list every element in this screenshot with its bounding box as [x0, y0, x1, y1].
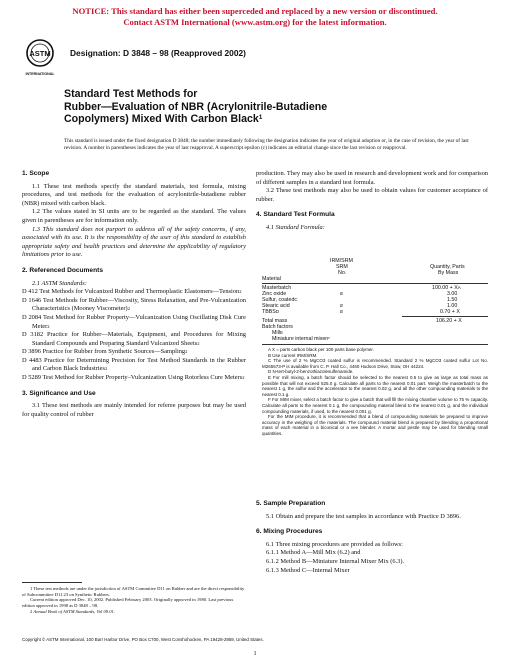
- table-note: For the MIM procedure, it is recommended that a blend of compounding materials be prepared to improve accuracy in the weighing of the materials. The compound material blend is prepared by blending a proportional mass of each material in a biconical or a vee blender. A mortar and pestle may be used for blending small quantities.: [262, 414, 488, 436]
- para-6-1-1: 6.1.1 Method A—Mill Mix (6.2) and: [266, 549, 361, 557]
- title-footnote-ref: 1: [258, 114, 263, 121]
- ref-d3182: D 3182 Practice for Rubber—Materials, Equipment, and Procedures for Mixing Standard Compounds and Preparing Standard Vulcanized Sheets$^2$: [22, 331, 246, 347]
- formula-table: [262, 258, 488, 358]
- table-batch-mim: Miniature internal mixer$^F$: [272, 336, 330, 342]
- table-total-label: Total mass: [262, 318, 288, 324]
- table-rule-bottom: [262, 344, 488, 345]
- ref-d4483: D 4483 Practice for Determining Precision for Test Method Standards in the Rubber and Carbon Black Industries$^2$: [22, 356, 246, 373]
- para-1-3: 1.3 This standard does not purport to address all of the safety concerns, if any, associated with its use. It is the responsibility of the user of this standard to establish appropriate safety and health practices and determine the applicability of regulatory limitations prior to use.: [22, 225, 246, 259]
- title-line-1: Standard Test Methods for: [64, 88, 198, 100]
- para-6-1-2: 6.1.2 Method B—Miniature Internal Mixer Mix (6.3).: [266, 557, 405, 565]
- table-header-bymass: By Mass: [438, 270, 459, 276]
- ref-d2084: D 2084 Test Method for Rubber Property—Vulcanization Using Oscillating Disk Cure Meter$^2$: [22, 313, 246, 330]
- astm-logo-icon: [22, 38, 58, 78]
- table-cell-quantity: 1.00: [447, 303, 458, 309]
- ref-d5289: D 5289 Test Method for Rubber Property–Vulcanization Using Rotorless Cure Meters$^2$: [22, 374, 245, 382]
- section-4-heading: 4. Standard Test Formula: [256, 211, 335, 219]
- table-batch-mill: Mill$^E$: [272, 330, 283, 336]
- table-header-no: No.: [338, 270, 347, 276]
- para-2-1: 2.1 ASTM Standards:: [32, 279, 87, 287]
- table-header-material: Material: [262, 276, 281, 282]
- table-header-irm: IRM/SRM: [330, 258, 353, 264]
- right-column-bottom: [256, 500, 488, 575]
- para-6-1: 6.1 Three mixing procedures are provided as follows:: [266, 540, 403, 548]
- notice-line-1: NOTICE: This standard has either been superceded and replaced by a new version or discontinued.: [72, 6, 438, 16]
- table-cell-material: Stearic acid: [262, 303, 290, 309]
- table-batch-label: Batch factors: [262, 324, 293, 330]
- para-1-2: 1.2 The values stated in SI units are to be regarded as the standard. The values given in parentheses are for information only.: [22, 208, 246, 224]
- table-total-value: 106.20 + X: [436, 318, 462, 324]
- left-column: [22, 170, 246, 419]
- page-number: 1: [253, 650, 257, 657]
- table-note: E For mill mixing, a batch factor should be selected to the nearest 0.5 to give as large as total mass as possible that will not exceed 525.0 g. Calculate all parts to the nearest 0.01 part. Weigh the masterbatch to the nearest 1 g, the sulfur and the accelerator to the nearest 0.02 g, and all the other compounding materials to the nearest 0.1 g.: [262, 374, 488, 397]
- para-6-1-3: 6.1.3 Method C—Internal Mixer: [266, 566, 350, 574]
- title-line-3: Copolymers) Mixed With Carbon Black$^1$: [64, 113, 263, 125]
- footnote-rule: [22, 582, 82, 583]
- table-note: B Use current IRM/SRM.: [268, 352, 318, 358]
- table-cell-no: B: [340, 309, 343, 314]
- para-3-1: 3.1 These test methods are mainly intended for referee purposes but may be used for quality control of rubber: [22, 402, 246, 418]
- table-header-quantity: Quantity, Parts: [430, 264, 465, 270]
- designation: Designation: D 3848 – 98 (Reapproved 2002): [70, 48, 246, 58]
- table-cell-material: Zinc oxide: [262, 291, 287, 297]
- table-cell-no: B: [340, 291, 343, 296]
- notice-line-2: Contact ASTM International (www.astm.org) for the latest information.: [123, 17, 387, 27]
- table-note: A X = parts carbon black per 100 parts base polymer.: [268, 347, 374, 352]
- table-cell-material: Masterbatch: [262, 285, 292, 291]
- table-cell-material: $TBBS^D$: [262, 309, 280, 315]
- ref-d3896: D 3896 Practice for Rubber from Synthetic Sources—Sampling$^2$: [22, 348, 188, 356]
- section-5-heading: 5. Sample Preparation: [256, 500, 326, 507]
- ref-d1646: D 1646 Test Methods for Rubber—Viscosity, Stress Relaxation, and Pre-Vulcanization Characteristics (Mooney Viscometer)$^2$: [22, 296, 246, 313]
- table-cell-no: B: [340, 303, 343, 308]
- table-cell-material: Sulfur, coated$^C$: [262, 297, 298, 303]
- copyright: Copyright © ASTM International, 100 Barr Harbor Drive, PO Box C700, West Conshohocken, PA 19428-2959, United States.: [22, 637, 264, 642]
- section-6-heading: 6. Mixing Procedures: [256, 528, 323, 536]
- table-rule-total: [402, 316, 488, 317]
- section-1-heading: 1. Scope: [22, 170, 50, 177]
- para-1-1: 1.1 These test methods specify the standard materials, test formula, mixing procedures, and test methods for the evaluation of acrylonitrile-butadiene rubber (NBR) mixed with carbon black.: [22, 182, 246, 207]
- right-column-top: [256, 170, 488, 233]
- para-3-2: 3.2 These test methods may also be used to obtain values for customer acceptance of rubber.: [256, 187, 488, 203]
- para-4-1: 4.1 Standard Formula:: [266, 223, 325, 231]
- title-line-2: Rubber—Evaluation of NBR (Acrylonitrile-Butadiene: [64, 100, 328, 113]
- footnote-1: 1 These test methods are under the jurisdiction of ASTM Committee D11 on Rubber and are the direct responsibility of Subcommittee D11.23 on Synthetic Rubbers.: [22, 586, 245, 597]
- footnotes: [22, 586, 246, 615]
- table-note: D N-tert-butyl-2-benzothiazolesulfenamide.: [268, 369, 354, 375]
- logo-text: INTERNATIONAL: [25, 72, 55, 76]
- para-3-1-cont: production. They may also be used in research and development work and for comparison of different samples in a standard test formula.: [256, 170, 488, 186]
- para-5-1: 5.1 Obtain and prepare the test samples in accordance with Practice D 3896.: [266, 512, 461, 520]
- table-notes: [262, 347, 488, 437]
- table-header-srm: SRM: [336, 264, 348, 270]
- section-2-heading: 2. Referenced Documents: [22, 266, 103, 274]
- ref-d412: D 412 Test Methods for Vulcanized Rubber and Thermoplastic Elastomers—Tension$^2$: [22, 288, 242, 296]
- table-cell-quantity: $100.00 + X^A$: [432, 285, 461, 291]
- footnote-2: 2 Annual Book of ASTM Standards, Vol 09.01.: [30, 608, 115, 614]
- standard-note: This standard is issued under the fixed designation D 3848; the number immediately following the designation indicates the year of original adoption or, in the case of revision, the year of last revision. A number in parentheses indicates the year of last reapproval. A superscript epsilon (ε) indicates an editorial change since the last revision or reapproval.: [64, 138, 469, 151]
- table-cell-quantity: 1.50: [447, 297, 458, 303]
- svg-text:ASTM: ASTM: [29, 49, 51, 58]
- table-note: C The use of 2 % MgCO3 coated sulfur is recommended. Standard 2 % MgCO3 coated sulfur Lot No. M265573-P is available from C. P. Hall Co., 4460 Hudson Drive, Stow, OH 44224.: [262, 358, 488, 369]
- table-note: F For MIM mixer, select a batch factor to give a batch that will fill the mixing chamber volume to 75 % capacity. Calculate all parts to the nearest 0.1 g, the compounding material blend to the nearest 0.01 g, and the individual compounding materials, if used, to the nearest 0.001 g.: [262, 397, 488, 414]
- table-cell-quantity: 3.00: [447, 291, 458, 297]
- table-cell-quantity: 0.70 + X: [440, 309, 460, 315]
- document-title: [64, 88, 484, 126]
- footnote-1b: Current edition approved Dec. 10, 2002. Published February 2003. Originally approved in 1980. Last previous edition approved in 1998 as D 3848 – 98.: [22, 597, 234, 609]
- section-3-heading: 3. Significance and Use: [22, 389, 96, 397]
- table-rule-top: [262, 283, 488, 284]
